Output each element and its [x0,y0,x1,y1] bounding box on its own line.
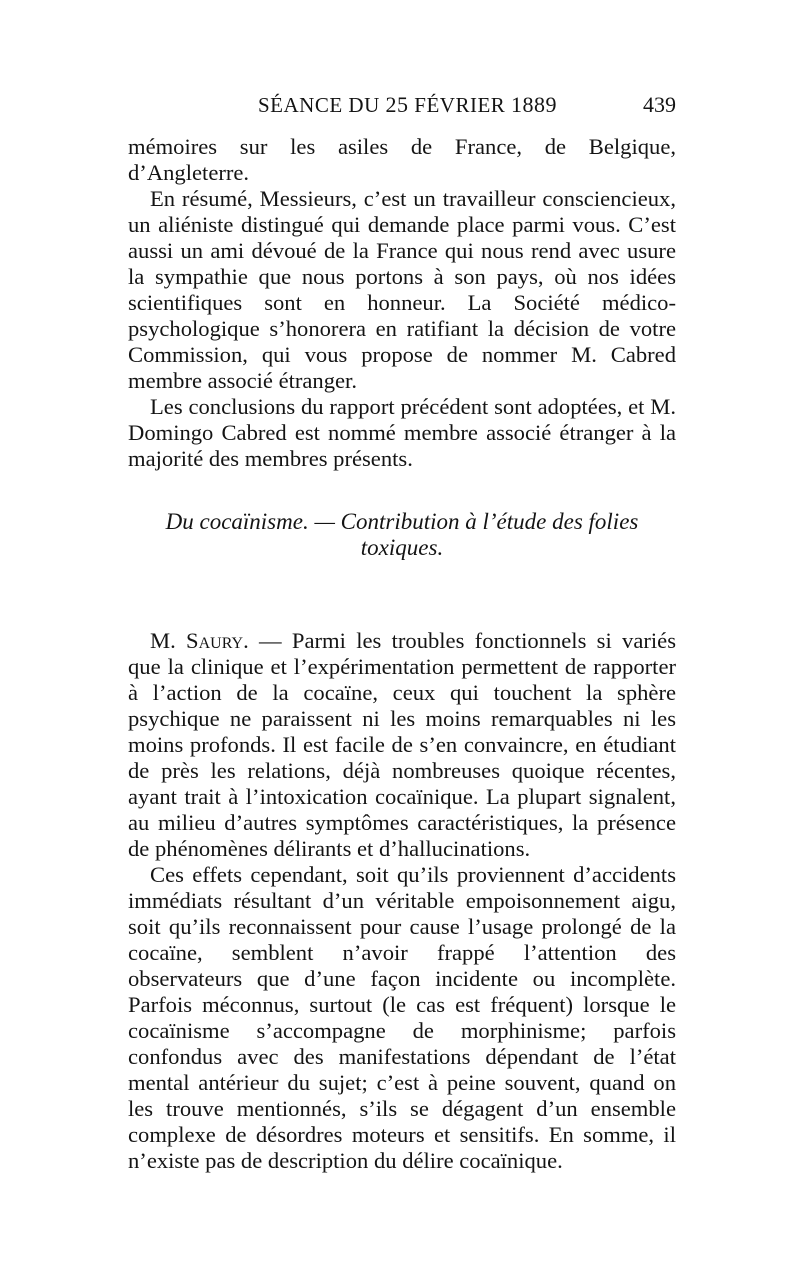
paragraph-effects: Ces effets cependant, soit qu’ils proviennent d’accidents immédiats résultant d’un véritable empoisonnement aigu, soit qu’ils reconnaissent pour cause l’usage prolongé de la cocaïne, semblent n’avoir frappé l’attention des observateurs que d’une façon incidente ou incomplète. Parfois méconnus, surtout (le cas est fréquent) lorsque le cocaïnisme s’accompagne de morphinisme; parfois confondus avec des manifestations dépendant de l’état mental antérieur du sujet; c’est à peine souvent, quand on les trouve mentionnés, s’ils se dégagent d’un ensemble complexe de désordres moteurs et sensitifs. En somme, il n’existe pas de description du délire cocaïnique. [128,862,676,1173]
paragraph-continued: mémoires sur les asiles de France, de Belgique, d’Angleterre. [128,134,676,185]
paragraph-summary: En résumé, Messieurs, c’est un travailleur consciencieux, un aliéniste distingué qui demande place parmi vous. C’est aussi un ami dévoué de la France qui nous rend avec usure la sympathie que nous portons à son pays, où nos idées scientifiques sont en honneur. La Société médico-psychologique s’honorera en ratifiant la décision de votre Commission, qui vous propose de nommer M. Cabred membre associé étranger. [128,186,676,393]
report-conclusion-section [128,134,676,472]
page-number: 439 [643,92,676,117]
heading-line-1: Du cocaïnisme. — Contribution à l’étude des folies [165,509,639,534]
speaker-prefix: M. [150,628,187,653]
running-head-title [258,92,557,118]
section-heading [128,509,676,561]
running-head-month: FÉVRIER [408,93,512,117]
running-head-year: 1889 [511,92,558,117]
speaker-name: Saury [186,628,244,653]
paragraph-speaker-text: Parmi les troubles fonctionnels si variés que la clinique et l’expérimentation permettent de rapporter à l’action de la cocaïne, ceux qui touchent la sphère psychique ne paraissent ni les moins remarquables ni les moins profonds. Il est facile de s’en convaincre, en étudiant de près les relations, déjà nombreuses quoique récentes, ayant trait à l’intoxication cocaïnique. La plupart signalent, au milieu d’autres symptômes caractéristiques, la présence de phénomènes délirants et d’hallucinations. [128,628,676,861]
running-head-prefix: SÉANCE DU [258,93,386,117]
paragraph-speaker [128,628,676,862]
running-head [128,92,676,122]
running-head-day: 25 [385,92,409,117]
cocainism-section [128,628,676,1174]
speaker-suffix: . — [243,628,292,653]
paragraph-conclusions: Les conclusions du rapport précédent sont adoptées, et M. Domingo Cabred est nommé membre associé étranger à la majorité des membres présents. [128,394,676,471]
heading-line-2: toxiques. [360,535,444,560]
